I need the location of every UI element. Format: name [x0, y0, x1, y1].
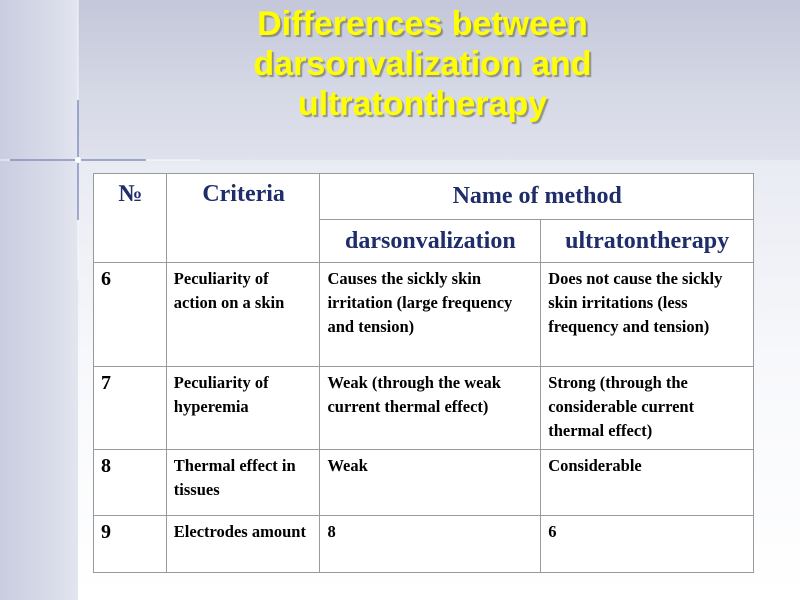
- table-row: [94, 450, 754, 516]
- criteria-header: Criteria: [166, 174, 320, 263]
- background-left-band: [0, 0, 78, 600]
- table-row: [94, 263, 754, 367]
- row-ultratontherapy: Does not cause the sickly skin irritations (less frequency and tension): [541, 263, 754, 367]
- comparison-table: [93, 173, 754, 573]
- row-darsonvalization: Weak (through the weak current thermal effect): [320, 367, 541, 450]
- row-darsonvalization: Causes the sickly skin irritation (large frequency and tension): [320, 263, 541, 367]
- row-criteria: Electrodes amount: [166, 516, 320, 573]
- row-darsonvalization: 8: [320, 516, 541, 573]
- row-number: 9: [94, 516, 167, 573]
- darsonvalization-header: darsonvalization: [320, 220, 541, 263]
- table-header-row: [94, 174, 754, 220]
- ultratontherapy-header: ultratontherapy: [541, 220, 754, 263]
- row-criteria: Peculiarity of hyperemia: [166, 367, 320, 450]
- table-row: [94, 367, 754, 450]
- row-darsonvalization: Weak: [320, 450, 541, 516]
- slide-title: Differences between darsonvalization and ultratontherapy: [253, 5, 592, 123]
- method-header: Name of method: [320, 174, 754, 220]
- row-ultratontherapy: Strong (through the considerable current thermal effect): [541, 367, 754, 450]
- number-header: №: [94, 174, 167, 263]
- row-ultratontherapy: Considerable: [541, 450, 754, 516]
- row-number: 6: [94, 263, 167, 367]
- table-row: [94, 516, 754, 573]
- row-number: 8: [94, 450, 167, 516]
- row-criteria: Thermal effect in tissues: [166, 450, 320, 516]
- row-criteria: Peculiarity of action on a skin: [166, 263, 320, 367]
- row-number: 7: [94, 367, 167, 450]
- row-ultratontherapy: 6: [541, 516, 754, 573]
